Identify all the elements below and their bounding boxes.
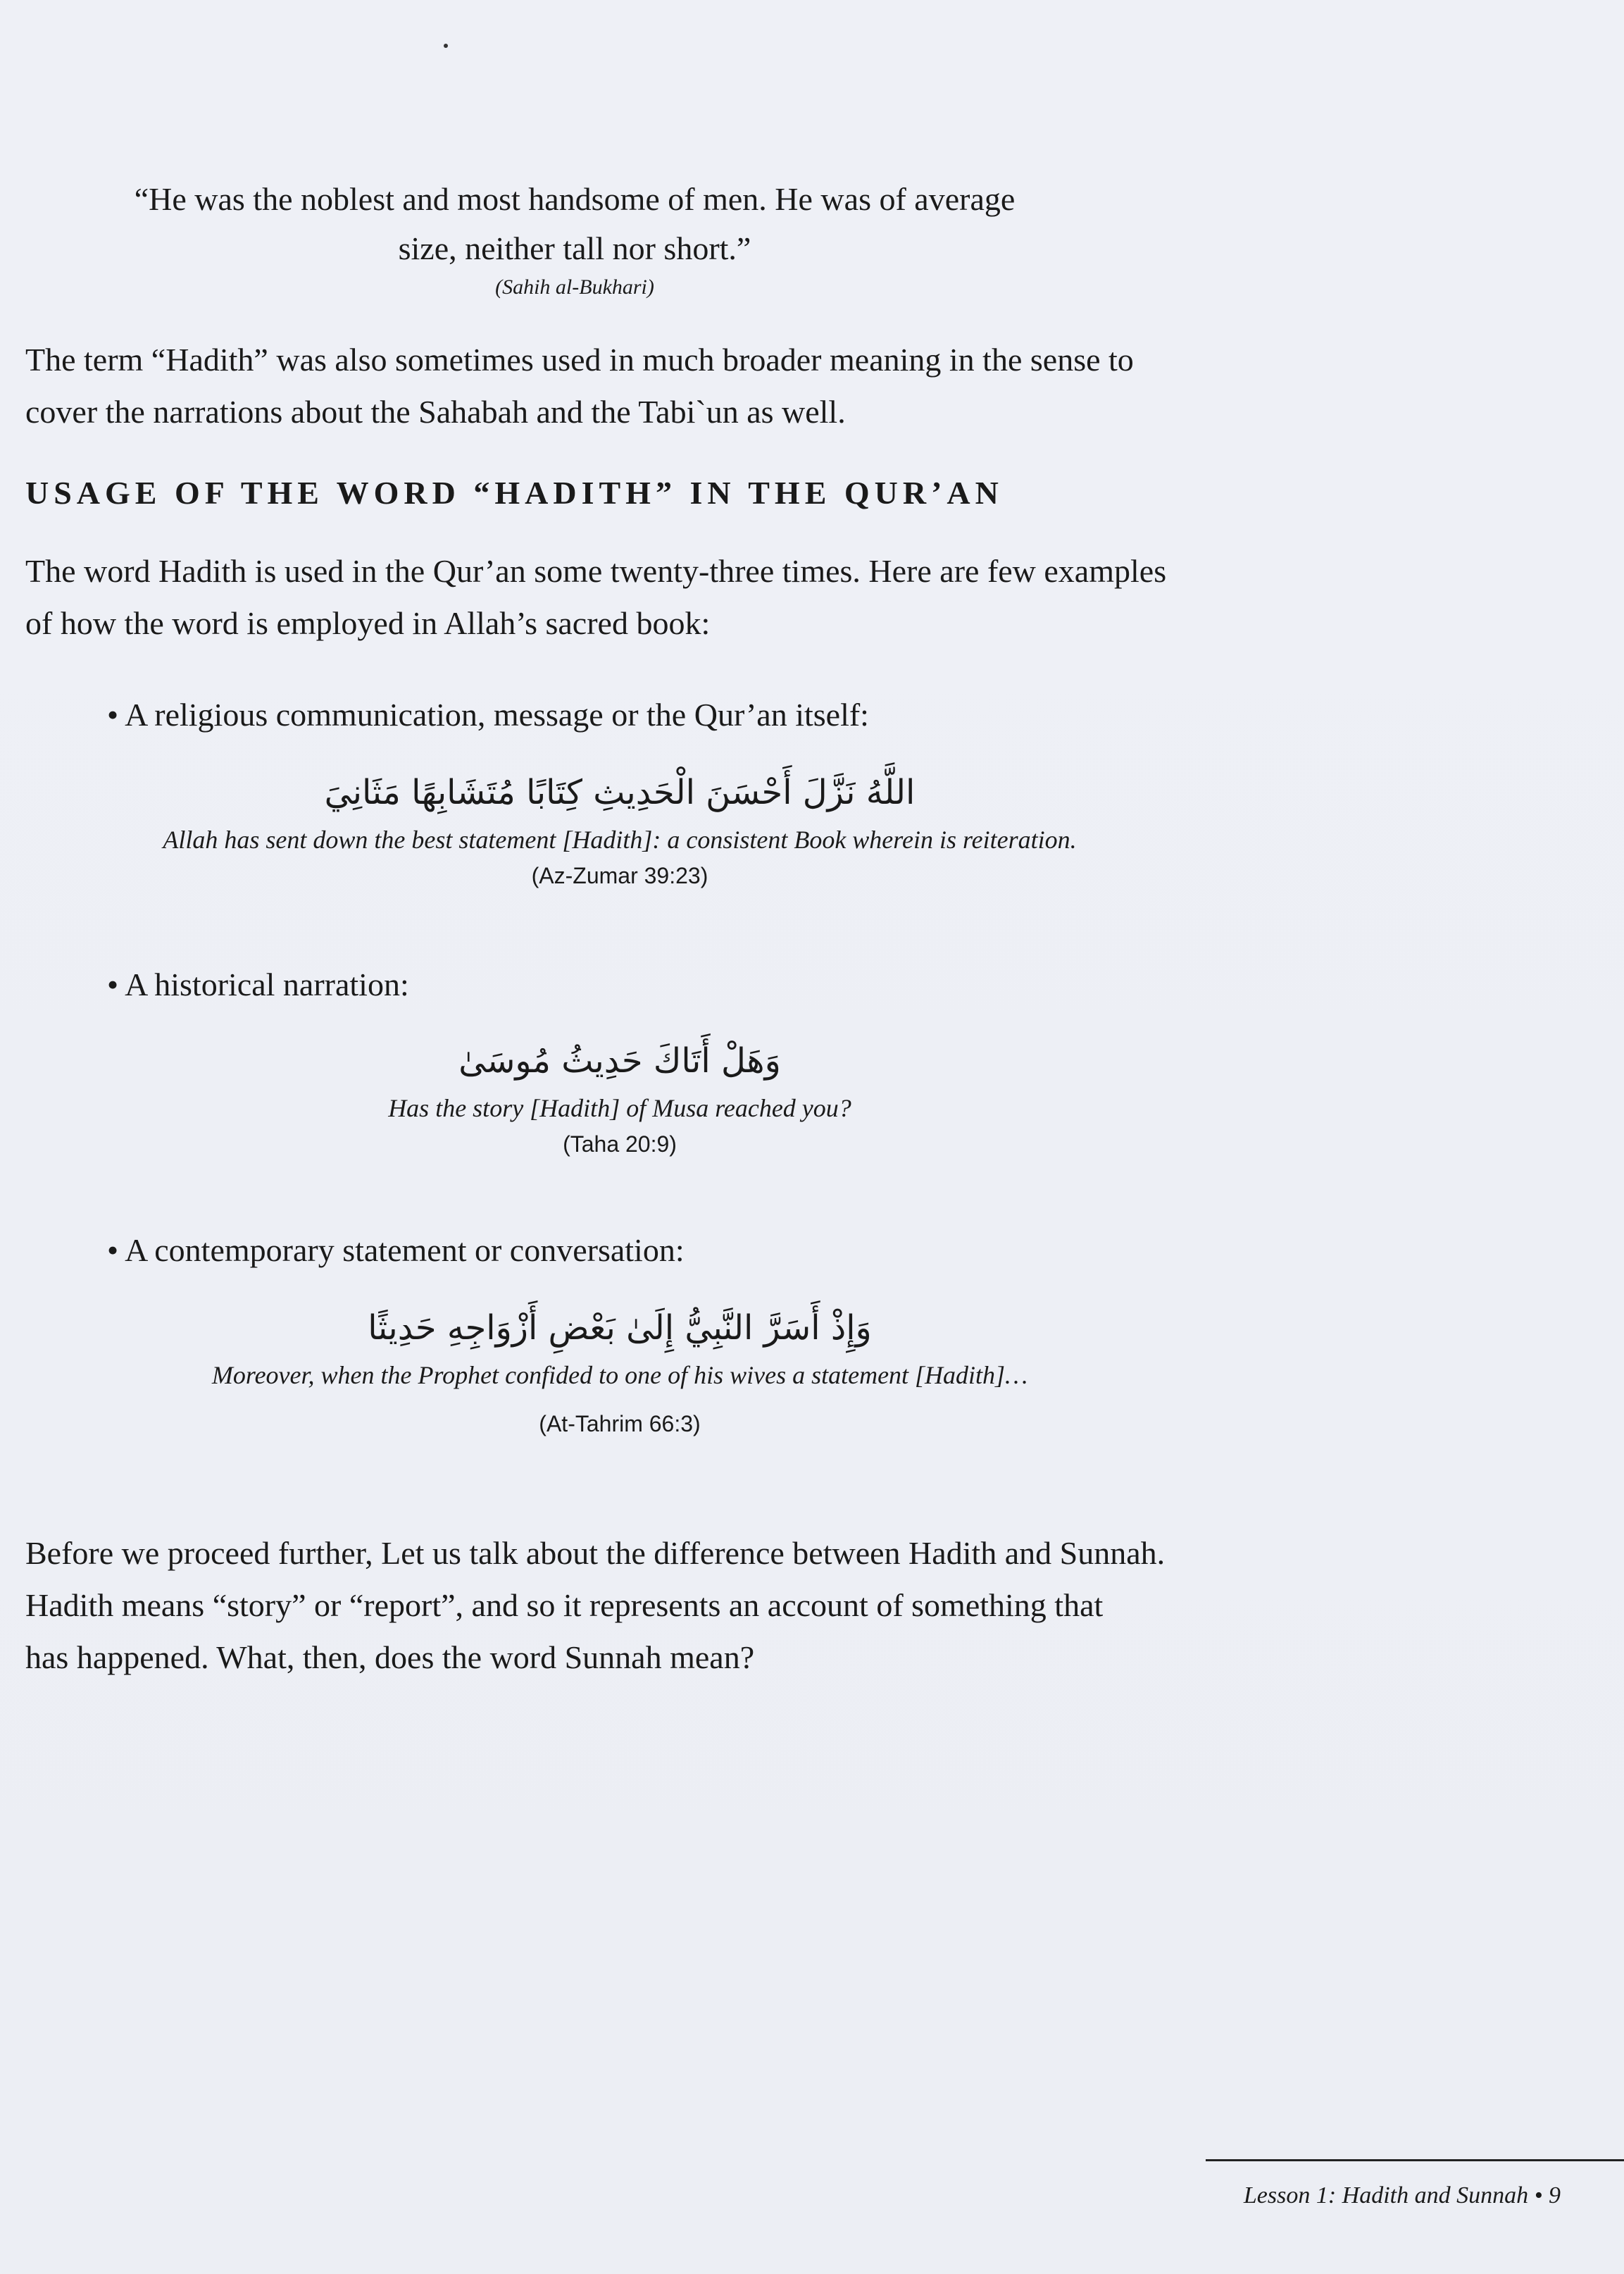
paragraph-hadith-vs-sunnah (25, 1527, 1251, 1684)
verse-reference: (Taha 20:9) (563, 1131, 677, 1157)
paragraph-line: The term “Hadith” was also sometimes used in much broader meaning in the sense to (25, 342, 1134, 378)
paragraph-line: of how the word is employed in Allah’s sacred book: (25, 605, 711, 641)
section-heading-text: USAGE OF THE WORD “HADITH” IN THE QUR’AN (25, 475, 1004, 511)
verse-reference: (At-Tahrim 66:3) (539, 1411, 701, 1436)
footer-rule (1206, 2159, 1624, 2161)
section-heading (25, 472, 1251, 514)
arabic-verse: وَإِذْ أَسَرَّ النَّبِيُّ إِلَىٰ بَعْضِ أَزْوَاجِهِ حَدِيثًا (368, 1308, 872, 1348)
paragraph-usage-intro (25, 545, 1251, 650)
verse-translation: Moreover, when the Prophet confided to one of his wives a statement [Hadith]… (211, 1361, 1028, 1389)
ink-speck (444, 44, 448, 48)
bullet-text: • A contemporary statement or conversation: (107, 1232, 685, 1268)
verse-reference: (Az-Zumar 39:23) (531, 863, 708, 888)
example-3-quote (113, 1300, 1127, 1441)
paragraph-line: Before we proceed further, Let us talk about the difference between Hadith and Sunnah. (25, 1535, 1166, 1571)
verse-translation: Has the story [Hadith] of Musa reached you? (388, 1094, 851, 1122)
example-bullet-2 (25, 964, 1251, 1006)
bullet-text: • A religious communication, message or the Qur’an itself: (107, 697, 869, 733)
example-1-quote (113, 764, 1127, 893)
intro-quote-line-1: “He was the noblest and most handsome of men. He was of average (134, 181, 1016, 217)
example-bullet-3 (25, 1229, 1251, 1272)
paragraph-line: Hadith means “story” or “report”, and so it represents an account of something that (25, 1587, 1104, 1623)
bullet-text: • A historical narration: (107, 967, 409, 1002)
paragraph-hadith-broader-meaning (25, 334, 1251, 438)
page-footer: Lesson 1: Hadith and Sunnah • 9 (1243, 2182, 1561, 2208)
intro-quote (25, 175, 1124, 302)
paragraph-line: cover the narrations about the Sahabah and the Tabi`un as well. (25, 394, 846, 430)
arabic-verse: اللَّهُ نَزَّلَ أَحْسَنَ الْحَدِيثِ كِتَابًا مُتَشَابِهًا مَثَانِيَ (324, 773, 916, 812)
intro-quote-source: (Sahih al-Bukhari) (495, 275, 654, 299)
arabic-verse: وَهَلْ أَتَاكَ حَدِيثُ مُوسَىٰ (458, 1041, 781, 1081)
example-2-quote (113, 1033, 1127, 1161)
paragraph-line: has happened. What, then, does the word Sunnah mean? (25, 1639, 755, 1675)
paragraph-line: The word Hadith is used in the Qur’an some twenty-three times. Here are few examples (25, 553, 1167, 589)
verse-translation: Allah has sent down the best statement [Hadith]: a consistent Book wherein is reiteration. (163, 826, 1077, 854)
intro-quote-line-2: size, neither tall nor short.” (398, 230, 751, 266)
example-bullet-1 (25, 694, 1251, 736)
